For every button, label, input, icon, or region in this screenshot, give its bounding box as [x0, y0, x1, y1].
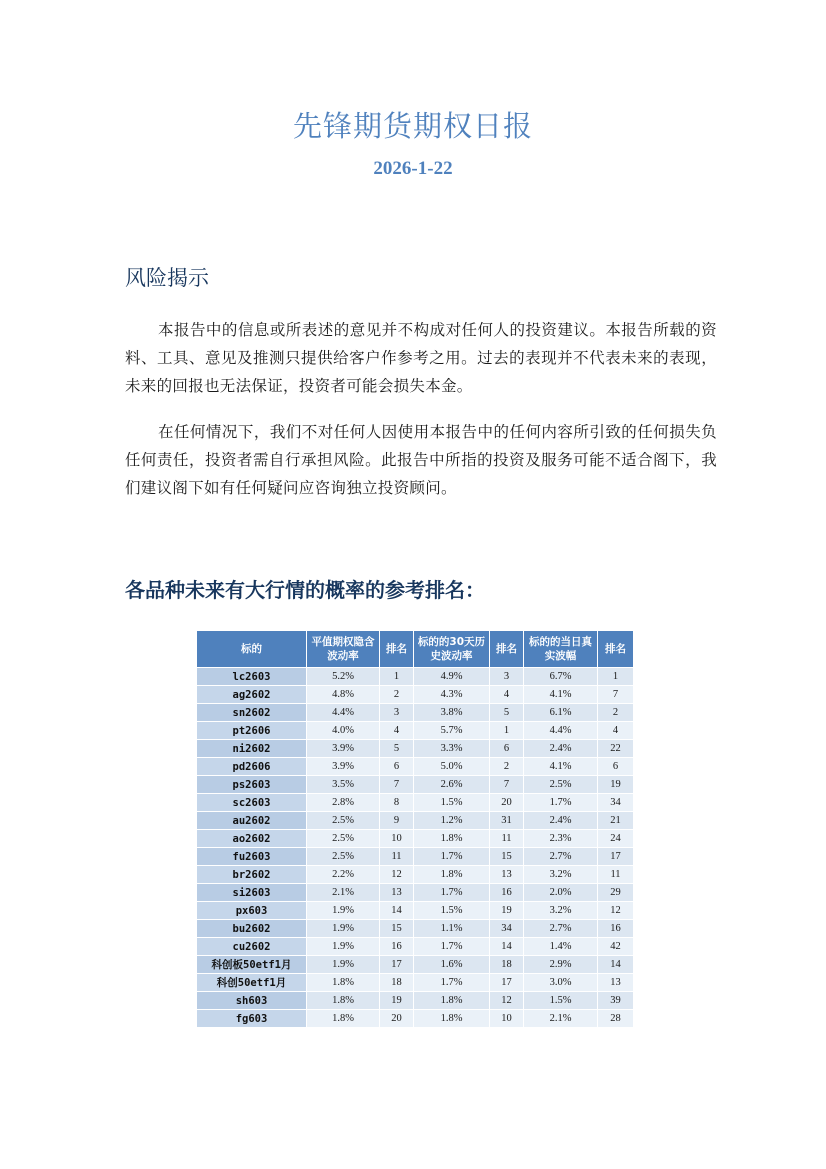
cell-implied-vol: 3.5%: [307, 776, 380, 794]
column-header-rank: 排名: [490, 631, 524, 668]
cell-hist-vol: 4.9%: [414, 668, 490, 686]
cell-implied-vol-rank: 15: [380, 920, 414, 938]
table-row: [197, 992, 634, 1010]
column-header-true-range: 标的的当日真实波幅: [524, 631, 598, 668]
column-header-hist-vol: 标的的30天历史波动率: [414, 631, 490, 668]
cell-implied-vol-rank: 4: [380, 722, 414, 740]
cell-hist-vol-rank: 34: [490, 920, 524, 938]
cell-true-range-rank: 28: [598, 1010, 634, 1028]
cell-true-range-rank: 21: [598, 812, 634, 830]
risk-heading: 风险揭示: [125, 266, 209, 290]
cell-hist-vol-rank: 13: [490, 866, 524, 884]
cell-hist-vol-rank: 18: [490, 956, 524, 974]
cell-hist-vol-rank: 3: [490, 668, 524, 686]
cell-true-range: 2.7%: [524, 848, 598, 866]
table-row: [197, 902, 634, 920]
column-header-symbol: 标的: [197, 631, 307, 668]
cell-hist-vol: 3.8%: [414, 704, 490, 722]
table-row: [197, 812, 634, 830]
cell-symbol: 科创50etf1月: [197, 974, 307, 992]
cell-true-range-rank: 19: [598, 776, 634, 794]
cell-implied-vol-rank: 11: [380, 848, 414, 866]
cell-implied-vol: 4.8%: [307, 686, 380, 704]
cell-true-range: 2.7%: [524, 920, 598, 938]
cell-hist-vol: 1.8%: [414, 992, 490, 1010]
cell-implied-vol-rank: 6: [380, 758, 414, 776]
cell-symbol: au2602: [197, 812, 307, 830]
cell-implied-vol: 1.8%: [307, 1010, 380, 1028]
cell-hist-vol: 5.7%: [414, 722, 490, 740]
cell-hist-vol: 1.7%: [414, 884, 490, 902]
table-header-row: [197, 631, 634, 668]
cell-implied-vol-rank: 7: [380, 776, 414, 794]
cell-implied-vol: 1.8%: [307, 974, 380, 992]
cell-implied-vol: 3.9%: [307, 740, 380, 758]
cell-symbol: ao2602: [197, 830, 307, 848]
cell-symbol: bu2602: [197, 920, 307, 938]
cell-implied-vol: 1.9%: [307, 938, 380, 956]
cell-hist-vol-rank: 31: [490, 812, 524, 830]
cell-true-range: 2.9%: [524, 956, 598, 974]
cell-hist-vol: 1.7%: [414, 938, 490, 956]
cell-symbol: 科创板50etf1月: [197, 956, 307, 974]
table-row: [197, 866, 634, 884]
cell-hist-vol: 2.6%: [414, 776, 490, 794]
table-row: [197, 1010, 634, 1028]
report-date: 2026-1-22: [373, 158, 453, 179]
cell-implied-vol: 2.5%: [307, 812, 380, 830]
cell-true-range: 6.7%: [524, 668, 598, 686]
table-row: [197, 830, 634, 848]
cell-implied-vol-rank: 9: [380, 812, 414, 830]
column-header-rank: 排名: [380, 631, 414, 668]
cell-hist-vol-rank: 19: [490, 902, 524, 920]
table-row: [197, 956, 634, 974]
cell-hist-vol: 1.8%: [414, 830, 490, 848]
cell-symbol: sc2603: [197, 794, 307, 812]
cell-true-range: 2.5%: [524, 776, 598, 794]
cell-symbol: ag2602: [197, 686, 307, 704]
cell-true-range-rank: 1: [598, 668, 634, 686]
cell-implied-vol: 1.8%: [307, 992, 380, 1010]
cell-symbol: pt2606: [197, 722, 307, 740]
cell-hist-vol: 1.5%: [414, 794, 490, 812]
cell-implied-vol: 4.0%: [307, 722, 380, 740]
table-row: [197, 884, 634, 902]
cell-symbol: fu2603: [197, 848, 307, 866]
cell-hist-vol-rank: 12: [490, 992, 524, 1010]
cell-hist-vol-rank: 10: [490, 1010, 524, 1028]
cell-true-range: 1.4%: [524, 938, 598, 956]
cell-implied-vol-rank: 13: [380, 884, 414, 902]
ranking-table: [196, 630, 634, 1028]
cell-implied-vol-rank: 16: [380, 938, 414, 956]
cell-true-range: 2.4%: [524, 740, 598, 758]
cell-true-range: 2.0%: [524, 884, 598, 902]
cell-hist-vol-rank: 20: [490, 794, 524, 812]
cell-hist-vol-rank: 15: [490, 848, 524, 866]
cell-implied-vol: 2.2%: [307, 866, 380, 884]
cell-true-range: 6.1%: [524, 704, 598, 722]
cell-implied-vol: 2.8%: [307, 794, 380, 812]
cell-hist-vol-rank: 5: [490, 704, 524, 722]
ranking-heading: 各品种未来有大行情的概率的参考排名：: [125, 578, 485, 602]
table-row: [197, 758, 634, 776]
cell-true-range-rank: 24: [598, 830, 634, 848]
cell-symbol: sh603: [197, 992, 307, 1010]
table-row: [197, 776, 634, 794]
cell-implied-vol-rank: 2: [380, 686, 414, 704]
cell-implied-vol: 1.9%: [307, 956, 380, 974]
cell-implied-vol-rank: 14: [380, 902, 414, 920]
cell-implied-vol: 3.9%: [307, 758, 380, 776]
cell-hist-vol: 1.5%: [414, 902, 490, 920]
cell-true-range-rank: 11: [598, 866, 634, 884]
cell-hist-vol-rank: 11: [490, 830, 524, 848]
cell-symbol: si2603: [197, 884, 307, 902]
cell-true-range: 2.3%: [524, 830, 598, 848]
table-row: [197, 740, 634, 758]
cell-implied-vol-rank: 17: [380, 956, 414, 974]
cell-hist-vol-rank: 14: [490, 938, 524, 956]
cell-hist-vol: 1.7%: [414, 848, 490, 866]
cell-true-range: 2.4%: [524, 812, 598, 830]
cell-hist-vol-rank: 17: [490, 974, 524, 992]
table-row: [197, 722, 634, 740]
cell-hist-vol: 1.7%: [414, 974, 490, 992]
cell-implied-vol-rank: 18: [380, 974, 414, 992]
cell-symbol: sn2602: [197, 704, 307, 722]
cell-true-range: 4.1%: [524, 758, 598, 776]
cell-true-range-rank: 22: [598, 740, 634, 758]
table-row: [197, 668, 634, 686]
cell-hist-vol-rank: 16: [490, 884, 524, 902]
cell-true-range: 3.0%: [524, 974, 598, 992]
cell-implied-vol: 5.2%: [307, 668, 380, 686]
cell-symbol: cu2602: [197, 938, 307, 956]
cell-symbol: pd2606: [197, 758, 307, 776]
cell-symbol: lc2603: [197, 668, 307, 686]
cell-true-range-rank: 29: [598, 884, 634, 902]
table-row: [197, 920, 634, 938]
cell-true-range-rank: 13: [598, 974, 634, 992]
cell-true-range-rank: 17: [598, 848, 634, 866]
cell-true-range-rank: 34: [598, 794, 634, 812]
cell-true-range-rank: 42: [598, 938, 634, 956]
cell-true-range-rank: 12: [598, 902, 634, 920]
cell-implied-vol: 1.9%: [307, 920, 380, 938]
cell-implied-vol-rank: 8: [380, 794, 414, 812]
column-header-rank: 排名: [598, 631, 634, 668]
cell-hist-vol: 1.8%: [414, 1010, 490, 1028]
risk-paragraph-2: 在任何情况下，我们不对任何人因使用本报告中的任何内容所引致的任何损失负任何责任，投资者需自行承担风险。此报告中所指的投资及服务可能不适合阁下，我们建议阁下如有任何疑问应咨询独立投资顾问。: [125, 423, 717, 497]
cell-implied-vol: 4.4%: [307, 704, 380, 722]
cell-implied-vol-rank: 10: [380, 830, 414, 848]
risk-paragraph-1: 本报告中的信息或所表述的意见并不构成对任何人的投资建议。本报告所载的资料、工具、意见及推测只提供给客户作参考之用。过去的表现并不代表未来的表现，未来的回报也无法保证，投资者可能会损失本金。: [125, 321, 717, 395]
cell-true-range: 3.2%: [524, 902, 598, 920]
cell-true-range: 4.1%: [524, 686, 598, 704]
cell-implied-vol-rank: 5: [380, 740, 414, 758]
cell-true-range-rank: 4: [598, 722, 634, 740]
table-row: [197, 704, 634, 722]
cell-hist-vol: 1.8%: [414, 866, 490, 884]
cell-symbol: px603: [197, 902, 307, 920]
table-row: [197, 938, 634, 956]
table-row: [197, 794, 634, 812]
cell-true-range-rank: 16: [598, 920, 634, 938]
cell-implied-vol: 1.9%: [307, 902, 380, 920]
cell-true-range: 3.2%: [524, 866, 598, 884]
cell-true-range-rank: 2: [598, 704, 634, 722]
cell-hist-vol-rank: 6: [490, 740, 524, 758]
cell-hist-vol: 1.6%: [414, 956, 490, 974]
column-header-implied-vol: 平值期权隐含波动率: [307, 631, 380, 668]
cell-implied-vol-rank: 1: [380, 668, 414, 686]
table-row: [197, 974, 634, 992]
report-title: 先锋期货期权日报: [292, 109, 533, 143]
cell-true-range: 1.7%: [524, 794, 598, 812]
ranking-table-body: [197, 668, 634, 1028]
table-row: [197, 686, 634, 704]
cell-implied-vol-rank: 3: [380, 704, 414, 722]
cell-hist-vol: 5.0%: [414, 758, 490, 776]
cell-implied-vol-rank: 12: [380, 866, 414, 884]
cell-implied-vol: 2.5%: [307, 848, 380, 866]
cell-true-range: 1.5%: [524, 992, 598, 1010]
cell-hist-vol: 4.3%: [414, 686, 490, 704]
cell-implied-vol: 2.5%: [307, 830, 380, 848]
cell-true-range-rank: 14: [598, 956, 634, 974]
cell-hist-vol: 1.2%: [414, 812, 490, 830]
cell-true-range: 2.1%: [524, 1010, 598, 1028]
cell-hist-vol-rank: 1: [490, 722, 524, 740]
cell-hist-vol-rank: 2: [490, 758, 524, 776]
cell-hist-vol: 1.1%: [414, 920, 490, 938]
cell-symbol: fg603: [197, 1010, 307, 1028]
cell-hist-vol-rank: 4: [490, 686, 524, 704]
cell-symbol: br2602: [197, 866, 307, 884]
cell-implied-vol-rank: 19: [380, 992, 414, 1010]
cell-hist-vol-rank: 7: [490, 776, 524, 794]
cell-true-range-rank: 39: [598, 992, 634, 1010]
cell-symbol: ps2603: [197, 776, 307, 794]
cell-implied-vol: 2.1%: [307, 884, 380, 902]
cell-true-range-rank: 6: [598, 758, 634, 776]
cell-hist-vol: 3.3%: [414, 740, 490, 758]
cell-symbol: ni2602: [197, 740, 307, 758]
table-row: [197, 848, 634, 866]
cell-true-range: 4.4%: [524, 722, 598, 740]
cell-true-range-rank: 7: [598, 686, 634, 704]
cell-implied-vol-rank: 20: [380, 1010, 414, 1028]
